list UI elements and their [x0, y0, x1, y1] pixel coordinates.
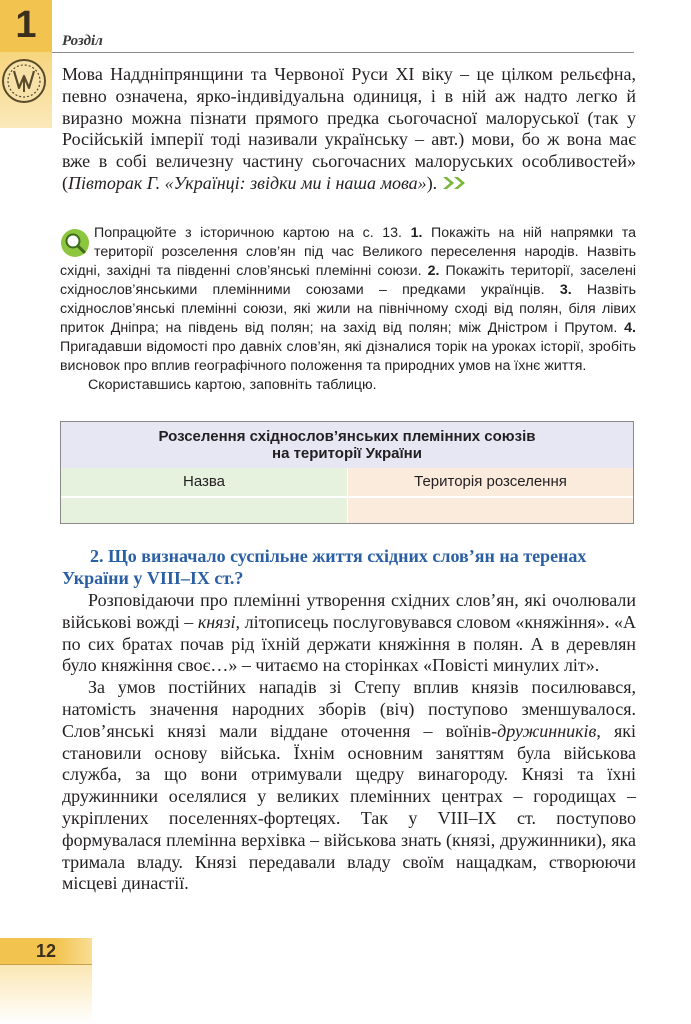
footer-decor-strip: [0, 965, 92, 1024]
paragraph-1: [62, 590, 636, 677]
task-text: [60, 224, 636, 376]
double-chevron-right-icon: [442, 176, 468, 190]
settlement-table: [60, 421, 634, 524]
quote-text: Мова Наддніпрянщини та Червоної Руси XI віку – це цілком рельєфна, певно означена, ярко-індивідуальна одиниця, і в ній аж надто легко й виразно можна пізнати прямого предка сьогочасної малоруської (так у Російській імперії тоді називали українську – авт.) мови, бо ж вона має вже в собі величезну частину сьогочасних малоруських особливостей» (: [62, 64, 636, 193]
task-intro: Попрацюйте з історичною картою на с. 13.: [94, 225, 411, 241]
paragraph-1-term: князі,: [197, 611, 241, 632]
chapter-number: 1: [15, 4, 37, 46]
section-label: Розділ: [62, 33, 103, 49]
task-block: [60, 224, 636, 395]
task-item-2: Покажіть території, заселені східнослов’янськими племінними союзами – предками українців.: [60, 263, 637, 298]
column-divider: [347, 468, 348, 523]
page-number: 12: [36, 941, 57, 961]
column-header-name: Назва: [61, 468, 347, 498]
task-instruction: Скориставшись картою, заповніть таблицю.: [88, 377, 377, 393]
quote-end: ).: [426, 172, 438, 193]
task-number-4: 4.: [624, 320, 636, 336]
task-number-3: 3.: [559, 282, 572, 298]
paragraph-2: [62, 677, 636, 895]
task-item-4: Пригадавши відомості про давніх слов’ян, які дізналися торік на уроках історії, зробіть висновок про вплив географічного положення та природних умов на їхнє життя.: [60, 339, 636, 374]
header-rule: [52, 52, 634, 53]
section-heading: 2. Що визначало суспільне життя східних слов’ян на теренах України у VIII–IX ст.?: [62, 546, 587, 588]
paragraph-2-term: дружинників: [497, 720, 597, 741]
table-title-line-2: на території України: [272, 445, 422, 462]
quote-block: [62, 64, 636, 195]
paragraph-2-text-a: За умов постійних нападів зі Степу вплив князів посилювався, натомість значення народних зборів (віч) поступово зменшувалося. Слов’янські князі мали віддане оточення – воїнів-: [62, 677, 636, 741]
quote-source: Півторак Г. «Українці: звідки ми і наша мова»: [68, 172, 427, 193]
task-number-2: 2.: [427, 263, 440, 279]
paragraph-1-text-b: літописець послуговувався словом «княжіння». «А по сих братах почав рід їхній держати княжіння в полян. А в деревлян було княжіння своє…» – читаємо на сторінках «Повісті минулих літ».: [62, 611, 636, 676]
task-item-1: Покажіть на ній напрямки та території розселення слов’ян під час Великого переселення народів. Назвіть східні, західні та південні слов’янські племінні союзи.: [60, 225, 636, 279]
table-title: [61, 422, 633, 468]
ancient-coin-icon: [1, 58, 47, 104]
table-column-territory: [348, 468, 633, 523]
table-cell-territory-empty[interactable]: [348, 498, 633, 523]
table-title-line-1: Розселення східнослов’янських племінних союзів: [158, 428, 536, 445]
paragraph-2-text-b: , які становили основу війська. Їхнім основним заняттям була військова служба, за що вони отримували щедру винагороду. Князі та їхні дружинники оселялися у великих племінних центрах – городищах – укріплених поселеннях-фортецях. Так у VIII–IX ст. поступово формувалася племінна верхівка – військова знать (князі, дружинники), яка тримала владу. Князі передавали владу своїм нащадкам, створюючи місцеві династії.: [62, 720, 636, 894]
table-column-name: [61, 468, 347, 523]
task-item-3: Назвіть східнослов’янські племінні союзи, які жили на північному сході від полян, біля лівих приток Дніпра; на південь від полян; на захід від полян; між Дністром і Прутом.: [60, 282, 636, 336]
table-cell-name-empty[interactable]: [61, 498, 347, 523]
column-header-territory: Територія розселення: [348, 468, 633, 498]
paragraph-1-text-a: Розповідаючи про племінні утворення східних слов’ян, які очолювали військові вожді –: [62, 590, 636, 632]
section-body: [62, 590, 636, 895]
task-number-1: 1.: [410, 225, 423, 241]
